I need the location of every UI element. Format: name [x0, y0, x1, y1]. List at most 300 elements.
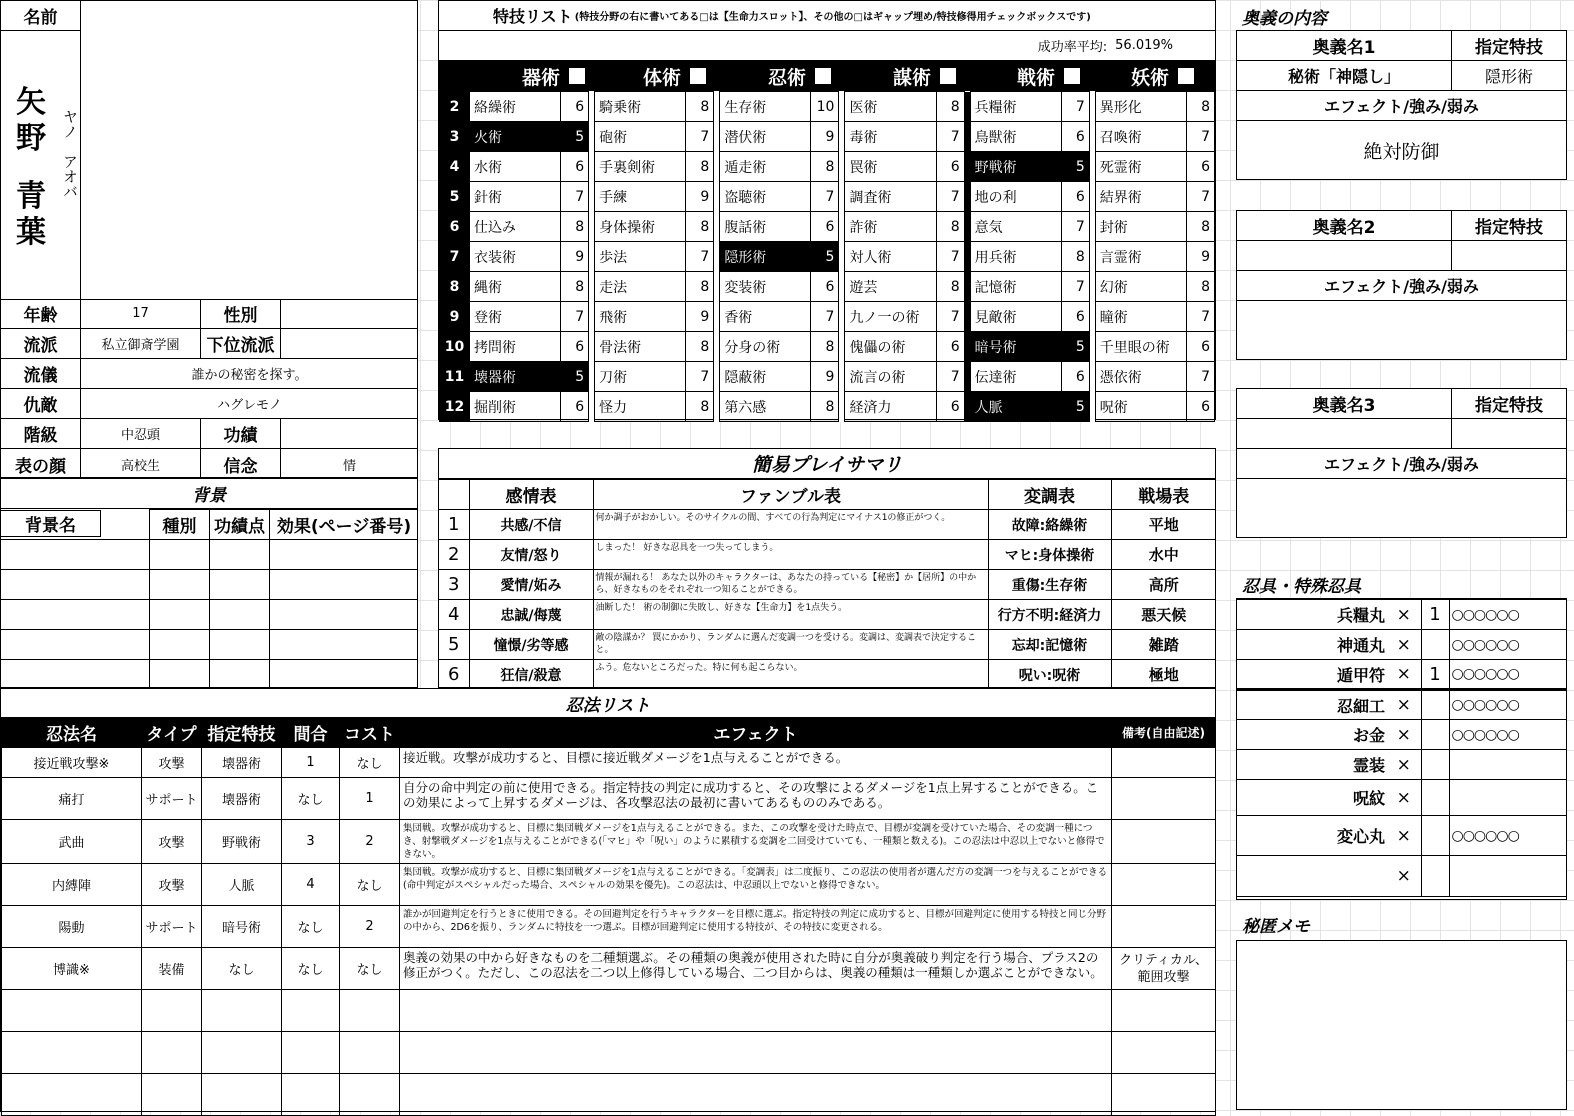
- fumble-entry: 情報が漏れる！ あなた以外のキャラクターは、あなたの持っている【秘密】か【居所】の中から、好きなものをそれぞれ一つ知ることができる。: [593, 570, 988, 600]
- ninpo-cost[interactable]: 1: [340, 778, 400, 820]
- skill-name[interactable]: 変装術: [720, 272, 811, 302]
- skill-name[interactable]: 九ノ一の術: [845, 302, 936, 332]
- age-value[interactable]: 17: [81, 299, 201, 328]
- skill-row-number: 5: [440, 182, 470, 212]
- skill-name[interactable]: 香術: [720, 302, 811, 332]
- ninpo-range[interactable]: 3: [282, 820, 340, 864]
- emotion-entry: 共感/不信: [469, 510, 593, 540]
- life-slot-checkbox[interactable]: [1177, 67, 1195, 85]
- item-multiply-sign: ×: [1387, 750, 1421, 780]
- item-count[interactable]: [1421, 630, 1449, 660]
- summary-row-number: 2: [439, 540, 469, 570]
- ninpo-header-name: 忍法名: [2, 718, 142, 748]
- item-count[interactable]: [1421, 856, 1449, 897]
- skill-name[interactable]: 野戦術: [970, 152, 1061, 182]
- skill-target-value: 8: [936, 272, 964, 302]
- battlefield-entry: 水中: [1111, 540, 1216, 570]
- ninpo-name[interactable]: 痛打: [2, 778, 142, 820]
- item-usage-circles[interactable]: ○○○○○○: [1449, 816, 1567, 856]
- skill-name[interactable]: 傀儡の術: [845, 332, 936, 362]
- enemy-value[interactable]: ハグレモノ: [217, 398, 282, 413]
- battlefield-entry: 極地: [1111, 660, 1216, 690]
- memo-area[interactable]: [1236, 940, 1567, 1110]
- life-slot-checkbox[interactable]: [939, 67, 957, 85]
- ninpo-header-effect: エフェクト: [400, 718, 1112, 748]
- skill-target-value: 7: [686, 122, 714, 152]
- ninpo-skill[interactable]: なし: [202, 948, 282, 990]
- background-cell[interactable]: [150, 630, 210, 660]
- subschool-value[interactable]: [281, 329, 418, 358]
- item-name[interactable]: 霊装: [1237, 750, 1387, 780]
- item-multiply-sign: ×: [1387, 780, 1421, 816]
- skill-name[interactable]: 仕込み: [470, 212, 561, 242]
- skill-name[interactable]: 水術: [470, 152, 561, 182]
- skill-name[interactable]: 隠形術: [720, 242, 811, 272]
- success-rate-value: 56.019%: [1115, 38, 1173, 53]
- status-entry: 呪い:呪術: [988, 660, 1111, 690]
- background-cell[interactable]: [150, 540, 210, 570]
- face-value[interactable]: 高校生: [81, 449, 201, 479]
- category-kijutsu[interactable]: 器術: [495, 61, 613, 91]
- skill-name[interactable]: 経済力: [845, 392, 936, 422]
- background-header-merit: 功績点: [210, 510, 270, 540]
- ninpo-effect[interactable]: 自分の命中判定の前に使用できる。指定特技の判定に成功すると、その攻撃によるダメージを1点上昇することができる。この効果によって上昇するダメージは、各攻撃忍法の最初に書いてあるもののみである。: [400, 778, 1112, 820]
- skill-target-value: 8: [811, 332, 839, 362]
- item-name[interactable]: 兵糧丸: [1237, 600, 1387, 630]
- skill-target-value: 7: [936, 122, 964, 152]
- ninpo-note[interactable]: [1112, 748, 1216, 778]
- skill-target-value: 7: [811, 302, 839, 332]
- skill-name[interactable]: 壊器術: [470, 362, 561, 392]
- enemy-label: 仇敵: [1, 389, 81, 418]
- ninpo-cost[interactable]: 2: [340, 906, 400, 948]
- ninpo-note[interactable]: [1112, 906, 1216, 948]
- ninpo-note[interactable]: [1112, 990, 1216, 1032]
- summary-row: [439, 600, 1216, 630]
- rank-value[interactable]: 中忍頭: [81, 419, 201, 448]
- status-entry: 行方不明:経済力: [988, 600, 1111, 630]
- skill-name[interactable]: 刀術: [595, 362, 686, 392]
- skills-panel: [438, 0, 1216, 420]
- skill-name[interactable]: 流言の術: [845, 362, 936, 392]
- ougi-skill-value[interactable]: 隠形術: [1484, 67, 1533, 86]
- ninpo-effect[interactable]: 接近戦。攻撃が成功すると、目標に接近戦ダメージを1点与えることができる。: [400, 748, 1112, 778]
- skill-name[interactable]: 鳥獣術: [970, 122, 1061, 152]
- ninpo-name[interactable]: 武曲: [2, 820, 142, 864]
- skill-row-number: 3: [440, 122, 470, 152]
- skill-target-value: 7: [686, 242, 714, 272]
- background-cell[interactable]: [270, 630, 419, 660]
- skill-target-value: 6: [936, 392, 964, 422]
- ninpo-note[interactable]: [1112, 820, 1216, 864]
- skill-target-value: 6: [1061, 362, 1089, 392]
- ninpo-name[interactable]: [2, 1074, 142, 1116]
- skill-name[interactable]: 衣装術: [470, 242, 561, 272]
- item-count[interactable]: 1: [1421, 600, 1449, 630]
- item-count[interactable]: [1421, 690, 1449, 720]
- ougi-skill-value[interactable]: [1452, 419, 1566, 448]
- skill-name[interactable]: 登術: [470, 302, 561, 332]
- skill-name[interactable]: 異形化: [1095, 92, 1186, 122]
- skill-name[interactable]: 怪力: [595, 392, 686, 422]
- skill-target-value: 7: [936, 302, 964, 332]
- merit-label: 功績: [201, 419, 281, 448]
- skill-name[interactable]: 人脈: [970, 392, 1061, 422]
- name-kanji: [9, 85, 53, 251]
- ougi-effect-value[interactable]: 絶対防御: [1363, 140, 1440, 163]
- skill-target-value: 6: [1061, 122, 1089, 152]
- item-count[interactable]: [1421, 750, 1449, 780]
- item-usage-circles[interactable]: [1449, 750, 1567, 780]
- skill-name[interactable]: 砲術: [595, 122, 686, 152]
- skill-name[interactable]: 呪術: [1095, 392, 1186, 422]
- skill-name[interactable]: 火術: [470, 122, 561, 152]
- skill-target-value: 6: [1061, 182, 1089, 212]
- skill-name[interactable]: 分身の術: [720, 332, 811, 362]
- ninpo-range[interactable]: なし: [282, 906, 340, 948]
- ougi-effect-value[interactable]: [1237, 301, 1566, 359]
- profile-panel: [0, 0, 418, 478]
- category-boujutsu[interactable]: 謀術: [863, 61, 987, 91]
- item-row: [1237, 720, 1567, 750]
- ninpo-cost[interactable]: [340, 1032, 400, 1074]
- item-usage-circles[interactable]: ○○○○○○: [1449, 690, 1567, 720]
- ninpo-skill[interactable]: [202, 1074, 282, 1116]
- skill-name[interactable]: 走法: [595, 272, 686, 302]
- skill-target-value: 6: [1187, 152, 1215, 182]
- background-cell[interactable]: [150, 600, 210, 630]
- status-entry: 故障:絡繰術: [988, 510, 1111, 540]
- ninpo-effect[interactable]: 奥義の効果の中から好きなものを二種類選ぶ。その種類の奥義が使用された時に自分が奥義破り判定を行う場合、プラス2の修正がつく。ただし、この忍法を二つ以上修得している場合、二つ目からは、奥義の種類は一種類しか選ぶことができない。: [400, 948, 1112, 990]
- ninpo-name[interactable]: [2, 990, 142, 1032]
- skill-row-number: 8: [440, 272, 470, 302]
- background-cell[interactable]: [210, 630, 270, 660]
- item-count[interactable]: 1: [1421, 660, 1449, 690]
- emotion-table-header: 感情表: [469, 480, 593, 510]
- background-cell[interactable]: [270, 540, 419, 570]
- skill-name[interactable]: 結界術: [1095, 182, 1186, 212]
- background-cell[interactable]: [1, 570, 150, 600]
- creed-value[interactable]: 誰かの秘密を探す。: [191, 368, 308, 383]
- background-cell[interactable]: [270, 660, 419, 688]
- skill-row-number: 7: [440, 242, 470, 272]
- background-cell[interactable]: [1, 630, 150, 660]
- background-cell[interactable]: [270, 600, 419, 630]
- skill-name[interactable]: 隠蔽術: [720, 362, 811, 392]
- ninpo-name[interactable]: 内縛陣: [2, 864, 142, 906]
- skill-target-value: 8: [936, 212, 964, 242]
- skill-name[interactable]: 調査術: [845, 182, 936, 212]
- skill-name[interactable]: 第六感: [720, 392, 811, 422]
- ninpo-skill[interactable]: 人脈: [202, 864, 282, 906]
- summary-row: [439, 570, 1216, 600]
- skill-target-value: 8: [686, 272, 714, 302]
- ninpo-skill[interactable]: [202, 990, 282, 1032]
- ninpo-skill[interactable]: 暗号術: [202, 906, 282, 948]
- ninpo-cost[interactable]: なし: [340, 864, 400, 906]
- ninpo-skill[interactable]: [202, 1032, 282, 1074]
- skill-name[interactable]: 手裏剣術: [595, 152, 686, 182]
- background-cell[interactable]: [210, 570, 270, 600]
- ougi-name-label: 奥義名3: [1237, 389, 1452, 418]
- skill-name[interactable]: 意気: [970, 212, 1061, 242]
- ninpo-note[interactable]: [1112, 778, 1216, 820]
- skill-name[interactable]: 憑依術: [1095, 362, 1186, 392]
- skill-target-value: 7: [811, 182, 839, 212]
- emotion-entry: 友情/怒り: [469, 540, 593, 570]
- ninpo-cost[interactable]: [340, 990, 400, 1032]
- skill-name[interactable]: 骨法術: [595, 332, 686, 362]
- skill-target-value: 6: [561, 332, 589, 362]
- ougi-title: 奥義の内容: [1242, 9, 1327, 29]
- item-count[interactable]: [1421, 816, 1449, 856]
- ninpo-range[interactable]: [282, 990, 340, 1032]
- skill-name[interactable]: 見敵術: [970, 302, 1061, 332]
- summary-row: [439, 510, 1216, 540]
- skill-name[interactable]: 言霊術: [1095, 242, 1186, 272]
- category-senjutsu[interactable]: 戦術: [987, 61, 1111, 91]
- life-slot-checkbox[interactable]: [689, 67, 707, 85]
- emotion-entry: 憧憬/劣等感: [469, 630, 593, 660]
- skill-target-value: 8: [811, 392, 839, 422]
- item-name[interactable]: 遁甲符: [1237, 660, 1387, 690]
- ninpo-name[interactable]: 博識※: [2, 948, 142, 990]
- portrait-area[interactable]: [81, 1, 418, 299]
- skill-target-value: 9: [1187, 242, 1215, 272]
- ninpo-type[interactable]: サポート: [142, 906, 202, 948]
- ninpo-effect[interactable]: 集団戦。攻撃が成功すると、目標に集団戦ダメージを1点与えることができる。「変調表」は二度振り、この忍法の使用者が選んだ方の変調一つを与えることができる(命中判定がスペシャルだった場合、スペシャルの効果を優先)。この忍法は、中忍頭以上でないと修得できない。: [400, 864, 1112, 906]
- life-slot-checkbox[interactable]: [814, 67, 832, 85]
- ougi-name-value[interactable]: [1237, 419, 1452, 448]
- ninpo-range[interactable]: [282, 1032, 340, 1074]
- item-name[interactable]: 忍細工: [1237, 690, 1387, 720]
- background-cell[interactable]: [1, 600, 150, 630]
- life-slot-checkbox[interactable]: [568, 67, 586, 85]
- skill-name[interactable]: 盗聴術: [720, 182, 811, 212]
- ninpo-range[interactable]: なし: [282, 948, 340, 990]
- skill-name[interactable]: 騎乗術: [595, 92, 686, 122]
- skill-name[interactable]: 罠術: [845, 152, 936, 182]
- ninpo-skill[interactable]: 野戦術: [202, 820, 282, 864]
- ninpo-type[interactable]: [142, 1032, 202, 1074]
- ougi-name-value[interactable]: [1237, 241, 1452, 270]
- ougi-block-2: [1236, 210, 1567, 360]
- ninpo-type[interactable]: 攻撃: [142, 864, 202, 906]
- skill-row-number: 9: [440, 302, 470, 332]
- ougi-skill-value[interactable]: [1452, 241, 1566, 270]
- skill-name[interactable]: 掘削術: [470, 392, 561, 422]
- item-count[interactable]: [1421, 780, 1449, 816]
- skill-name[interactable]: 毒術: [845, 122, 936, 152]
- item-usage-circles[interactable]: ○○○○○○: [1449, 630, 1567, 660]
- ninpo-cost[interactable]: なし: [340, 948, 400, 990]
- skill-name[interactable]: 飛術: [595, 302, 686, 332]
- ninpo-range[interactable]: 4: [282, 864, 340, 906]
- skill-name[interactable]: 絡繰術: [470, 92, 561, 122]
- skill-name[interactable]: 伝達術: [970, 362, 1061, 392]
- skill-target-value: 9: [811, 122, 839, 152]
- item-usage-circles[interactable]: [1449, 780, 1567, 816]
- ninpo-effect[interactable]: 集団戦。攻撃が成功すると、目標に集団戦ダメージを1点与えることができる。また、この攻撃を受けた時点で、目標が変調を受けていた場合、その変調一種につき、射撃戦ダメージを1点与えることができる(「マヒ」や「呪い」のように累積する変調を二回受けていても、一種類と数える)。この忍法は中忍以上でないと修得できない。: [400, 820, 1112, 864]
- skill-target-value: 7: [561, 182, 589, 212]
- skill-name[interactable]: 暗号術: [970, 332, 1061, 362]
- name-char-1: 矢: [16, 85, 46, 120]
- skill-name[interactable]: 遁走術: [720, 152, 811, 182]
- skill-name[interactable]: 拷問術: [470, 332, 561, 362]
- belief-value[interactable]: 情: [342, 458, 356, 474]
- background-cell[interactable]: [210, 540, 270, 570]
- skill-name[interactable]: 千里眼の術: [1095, 332, 1186, 362]
- summary-row: [439, 540, 1216, 570]
- skill-name[interactable]: 記憶術: [970, 272, 1061, 302]
- skill-target-value: 8: [936, 92, 964, 122]
- ninpo-row: [2, 1074, 1216, 1116]
- skill-name[interactable]: 封術: [1095, 212, 1186, 242]
- background-cell[interactable]: [1, 540, 150, 570]
- background-cell[interactable]: [150, 570, 210, 600]
- skill-name[interactable]: 対人術: [845, 242, 936, 272]
- ougi-skill-label: 指定特技: [1475, 396, 1543, 416]
- ougi-name-value[interactable]: 秘術「神隠し」: [1237, 61, 1452, 90]
- item-name[interactable]: 呪紋: [1237, 780, 1387, 816]
- ougi-effect-value[interactable]: [1237, 479, 1566, 537]
- skill-name[interactable]: 医術: [845, 92, 936, 122]
- ninpo-effect[interactable]: [400, 1074, 1112, 1116]
- ninpo-type[interactable]: 攻撃: [142, 748, 202, 778]
- skill-target-value: 8: [686, 92, 714, 122]
- ninpo-row: [2, 1032, 1216, 1074]
- category-ninjutsu[interactable]: 忍術: [737, 61, 863, 91]
- school-value[interactable]: 私立御斎学園: [81, 329, 201, 358]
- skill-target-value: 7: [1187, 122, 1215, 152]
- merit-value[interactable]: [281, 419, 418, 448]
- ninpo-type[interactable]: サポート: [142, 778, 202, 820]
- skill-name[interactable]: 腹話術: [720, 212, 811, 242]
- skill-target-value: 7: [1061, 212, 1089, 242]
- skill-name[interactable]: 用兵術: [970, 242, 1061, 272]
- background-cell[interactable]: [1, 660, 150, 688]
- item-name[interactable]: 神通丸: [1237, 630, 1387, 660]
- skill-target-value: 7: [936, 362, 964, 392]
- background-cell[interactable]: [210, 600, 270, 630]
- item-name[interactable]: お金: [1237, 720, 1387, 750]
- skill-name[interactable]: 地の利: [970, 182, 1061, 212]
- item-usage-circles[interactable]: ○○○○○○: [1449, 600, 1567, 630]
- ninpo-note[interactable]: クリティカル、範囲攻撃: [1112, 948, 1216, 990]
- skill-target-value: 6: [561, 92, 589, 122]
- ninpo-range[interactable]: なし: [282, 778, 340, 820]
- item-name[interactable]: 変心丸: [1237, 816, 1387, 856]
- skill-target-value: 5: [1061, 332, 1089, 362]
- item-usage-circles[interactable]: ○○○○○○: [1449, 660, 1567, 690]
- ninpo-effect[interactable]: 誰かが回避判定を行うときに使用できる。その回避判定を行うキャラクターを目標に選ぶ。指定特技の判定に成功すると、目標が回避判定に使用する特技と同じ分野の中から、2D6を振り、ランダムに特技を一つ選ぶ。目標が回避判定に使用する特技が、その特技に変更される。: [400, 906, 1112, 948]
- skill-row-number: 4: [440, 152, 470, 182]
- gender-label: 性別: [201, 299, 281, 328]
- age-label: 年齢: [1, 299, 81, 328]
- skill-name[interactable]: 死霊術: [1095, 152, 1186, 182]
- ninpo-type[interactable]: 装備: [142, 948, 202, 990]
- ninpo-cost[interactable]: 2: [340, 820, 400, 864]
- skill-name[interactable]: 瞳術: [1095, 302, 1186, 332]
- skill-target-value: 7: [1061, 92, 1089, 122]
- ninpo-cost[interactable]: [340, 1074, 400, 1116]
- ninpo-range[interactable]: [282, 1074, 340, 1116]
- items-panel: [1236, 598, 1567, 900]
- ninpo-type[interactable]: [142, 990, 202, 1032]
- name-char-2: 野: [16, 121, 46, 156]
- skill-name[interactable]: 手練: [595, 182, 686, 212]
- belief-label: 信念: [201, 449, 281, 479]
- emotion-entry: 愛情/妬み: [469, 570, 593, 600]
- skill-name[interactable]: 詐術: [845, 212, 936, 242]
- ougi-effect-label: エフェクト/強み/弱み: [1237, 91, 1566, 121]
- background-cell[interactable]: [270, 570, 419, 600]
- ninpo-note[interactable]: [1112, 1032, 1216, 1074]
- ninpo-type[interactable]: [142, 1074, 202, 1116]
- item-name[interactable]: [1237, 856, 1387, 897]
- skill-target-value: 6: [561, 152, 589, 182]
- ninpo-note[interactable]: [1112, 1074, 1216, 1116]
- ninpo-row: [2, 748, 1216, 778]
- ninpo-skill[interactable]: 壊器術: [202, 748, 282, 778]
- ninpo-cost[interactable]: なし: [340, 748, 400, 778]
- skill-name[interactable]: 遊芸: [845, 272, 936, 302]
- ninpo-range[interactable]: 1: [282, 748, 340, 778]
- category-youjutsu[interactable]: 妖術: [1111, 61, 1215, 91]
- item-usage-circles[interactable]: [1449, 856, 1567, 897]
- ninpo-name[interactable]: 接近戦攻撃※: [2, 748, 142, 778]
- ninpo-effect[interactable]: [400, 990, 1112, 1032]
- background-title: 背景: [1, 479, 417, 509]
- skill-name[interactable]: 兵糧術: [970, 92, 1061, 122]
- memo-title: 秘匿メモ: [1242, 917, 1310, 937]
- skill-name[interactable]: 縄術: [470, 272, 561, 302]
- item-usage-circles[interactable]: ○○○○○○: [1449, 720, 1567, 750]
- background-cell[interactable]: [210, 660, 270, 688]
- skill-target-value: 7: [936, 242, 964, 272]
- fumble-entry: しまった！ 好きな忍具を一つ失ってしまう。: [593, 540, 988, 570]
- item-count[interactable]: [1421, 720, 1449, 750]
- skill-target-value: 8: [561, 272, 589, 302]
- skill-name[interactable]: 幻術: [1095, 272, 1186, 302]
- ninpo-effect[interactable]: [400, 1032, 1112, 1074]
- life-slot-checkbox[interactable]: [1063, 67, 1081, 85]
- summary-panel: [438, 448, 1216, 688]
- ninpo-name[interactable]: [2, 1032, 142, 1074]
- ninpo-name[interactable]: 陽動: [2, 906, 142, 948]
- ninpo-note[interactable]: [1112, 864, 1216, 906]
- skill-name[interactable]: 生存術: [720, 92, 811, 122]
- skill-target-value: 6: [811, 272, 839, 302]
- success-rate-label: 成功率平均:: [1037, 40, 1108, 55]
- skill-name[interactable]: 潜伏術: [720, 122, 811, 152]
- category-taijutsu[interactable]: 体術: [613, 61, 737, 91]
- gender-value[interactable]: [281, 299, 418, 328]
- skill-name[interactable]: 召喚術: [1095, 122, 1186, 152]
- emotion-entry: 狂信/殺意: [469, 660, 593, 690]
- background-cell[interactable]: [150, 660, 210, 688]
- ninpo-row: [2, 906, 1216, 948]
- ninpo-type[interactable]: 攻撃: [142, 820, 202, 864]
- ninpo-skill[interactable]: 壊器術: [202, 778, 282, 820]
- skill-target-value: 7: [1187, 302, 1215, 332]
- skill-name[interactable]: 身体操術: [595, 212, 686, 242]
- skill-name[interactable]: 針術: [470, 182, 561, 212]
- ninpo-row: [2, 820, 1216, 864]
- skill-name[interactable]: 歩法: [595, 242, 686, 272]
- skills-note: (特技分野の右に書いてある□は【生命力スロット】、その他の□はギャップ埋め/特技修得用チェックボックスです): [574, 12, 1091, 23]
- creed-label: 流儀: [1, 359, 81, 388]
